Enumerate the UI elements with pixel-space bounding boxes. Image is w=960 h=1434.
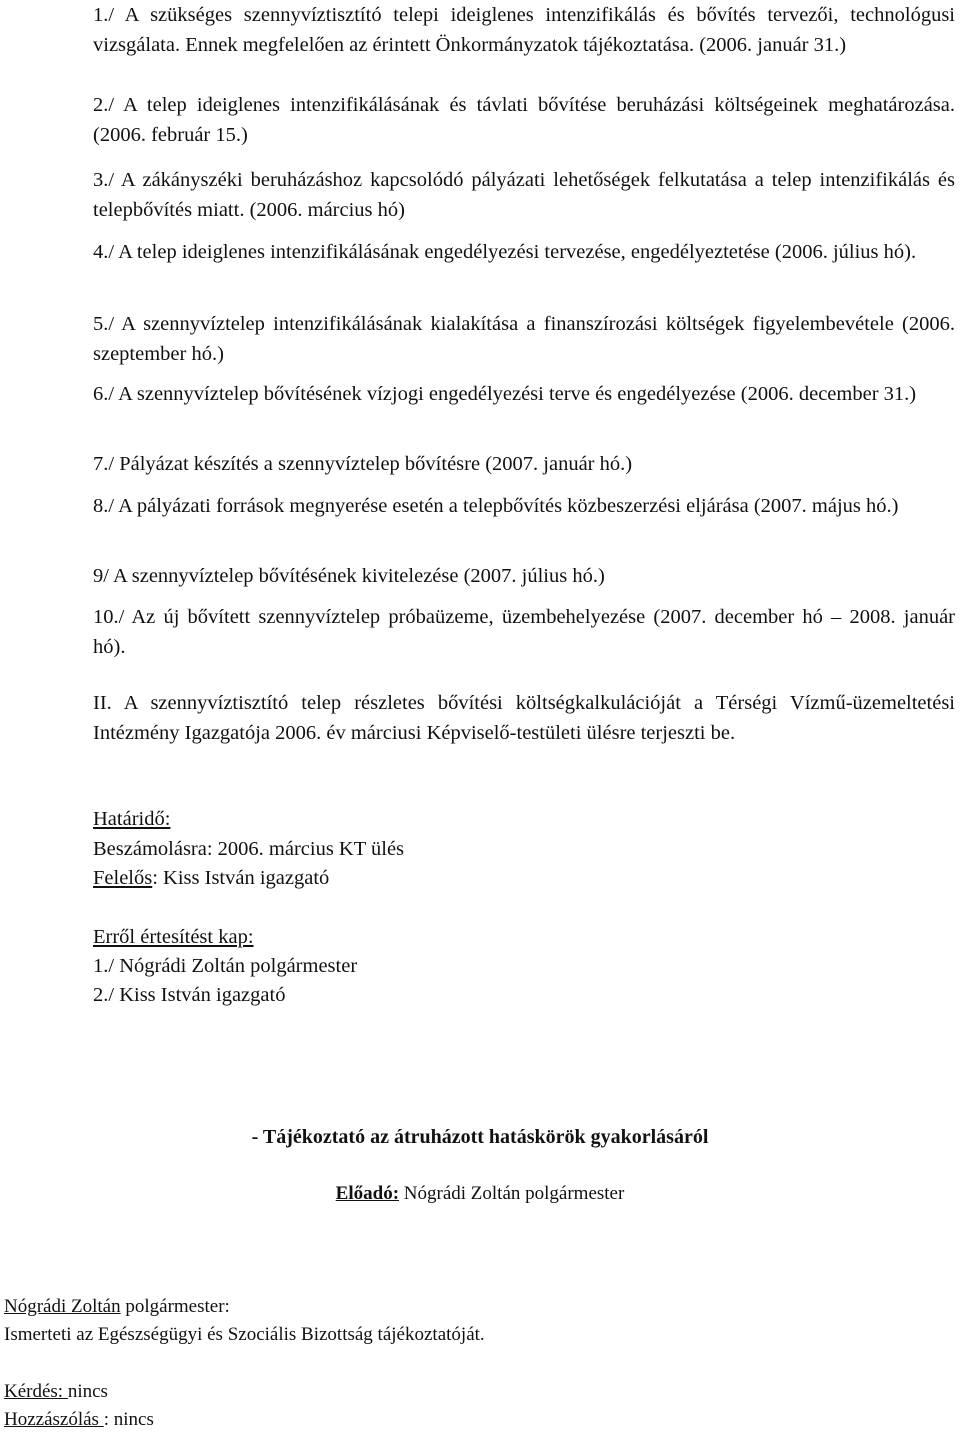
task-item-3: 3./ A zákányszéki beruházáshoz kapcsolódó pályázati lehetőségek felkutatása a telep intenzifikálás és telepbővítés miatt. (2006. március hó): [93, 169, 955, 221]
task-item-10: 10./ Az új bővített szennyvíztelep próbaüzeme, üzembehelyezése (2007. december hó – 2008. január hó).: [93, 606, 955, 658]
responsible-value: : Kiss István igazgató: [152, 867, 330, 889]
deadline-report: Beszámolásra: 2006. március KT ülés: [93, 838, 405, 860]
comment-label: Hozzászólás: [4, 1409, 104, 1430]
section-ii-paragraph: II. A szennyvíztisztító telep részletes bővítési költségkalkulációját a Térségi Vízmű-üzemeltetési Intézmény Igazgatója 2006. év márciusi Képviselő-testületi ülésre terjeszti be.: [93, 692, 955, 744]
task-item-6: 6./ A szennyvíztelep bővítésének vízjogi engedélyezési terve és engedélyezése (2006. december 31.): [93, 383, 917, 405]
question-line: [4, 1378, 108, 1406]
responsible-line: [93, 863, 329, 893]
deadline-label: Határidő:: [93, 808, 171, 830]
recipient-1: 1./ Nógrádi Zoltán polgármester: [93, 955, 358, 977]
recipient-2: 2./ Kiss István igazgató: [93, 984, 286, 1006]
task-item-4: 4./ A telep ideiglenes intenzifikálásának engedélyezési tervezése, engedélyeztetése (2006. július hó).: [93, 241, 917, 263]
speaker-line: [4, 1293, 230, 1321]
speaker-role: polgármester:: [120, 1296, 230, 1317]
notify-label: Erről értesítést kap:: [93, 926, 254, 948]
question-label: Kérdés:: [4, 1381, 68, 1402]
task-item-9: 9/ A szennyvíztelep bővítésének kivitelezése (2007. július hó.): [93, 565, 605, 587]
agenda-title: - Tájékoztató az átruházott hatáskörök gyakorlásáról: [251, 1126, 709, 1148]
agenda-presenter: [0, 1179, 960, 1209]
comment-line: [4, 1406, 154, 1434]
comment-value: : nincs: [103, 1409, 154, 1430]
presenter-value: Nógrádi Zoltán polgármester: [399, 1183, 625, 1204]
task-item-1: 1./ A szükséges szennyvíztisztító telepi ideiglenes intenzifikálás és bővítés tervezői, technológusi vizsgálata. Ennek megfelelően az érintett Önkormányzatok tájékoztatása. (2006. január 31.): [93, 4, 955, 56]
question-value: nincs: [67, 1381, 108, 1402]
responsible-label: Felelős: [93, 867, 153, 889]
task-item-7: 7./ Pályázat készítés a szennyvíztelep bővítésre (2007. január hó.): [93, 453, 633, 475]
speaker-name: Nógrádi Zoltán: [4, 1296, 121, 1317]
task-item-2: 2./ A telep ideiglenes intenzifikálásának és távlati bővítése beruházási költségeinek meghatározása. (2006. február 15.): [93, 94, 955, 146]
task-item-8: 8./ A pályázati források megnyerése esetén a telepbővítés közbeszerzési eljárása (2007. május hó.): [93, 495, 899, 517]
speaker-statement: Ismerteti az Egészségügyi és Szociális Bizottság tájékoztatóját.: [4, 1324, 485, 1345]
presenter-label: Előadó:: [335, 1183, 400, 1204]
task-item-5: 5./ A szennyvíztelep intenzifikálásának kialakítása a finanszírozási költségek figyelembevétele (2006. szeptember hó.): [93, 313, 955, 365]
